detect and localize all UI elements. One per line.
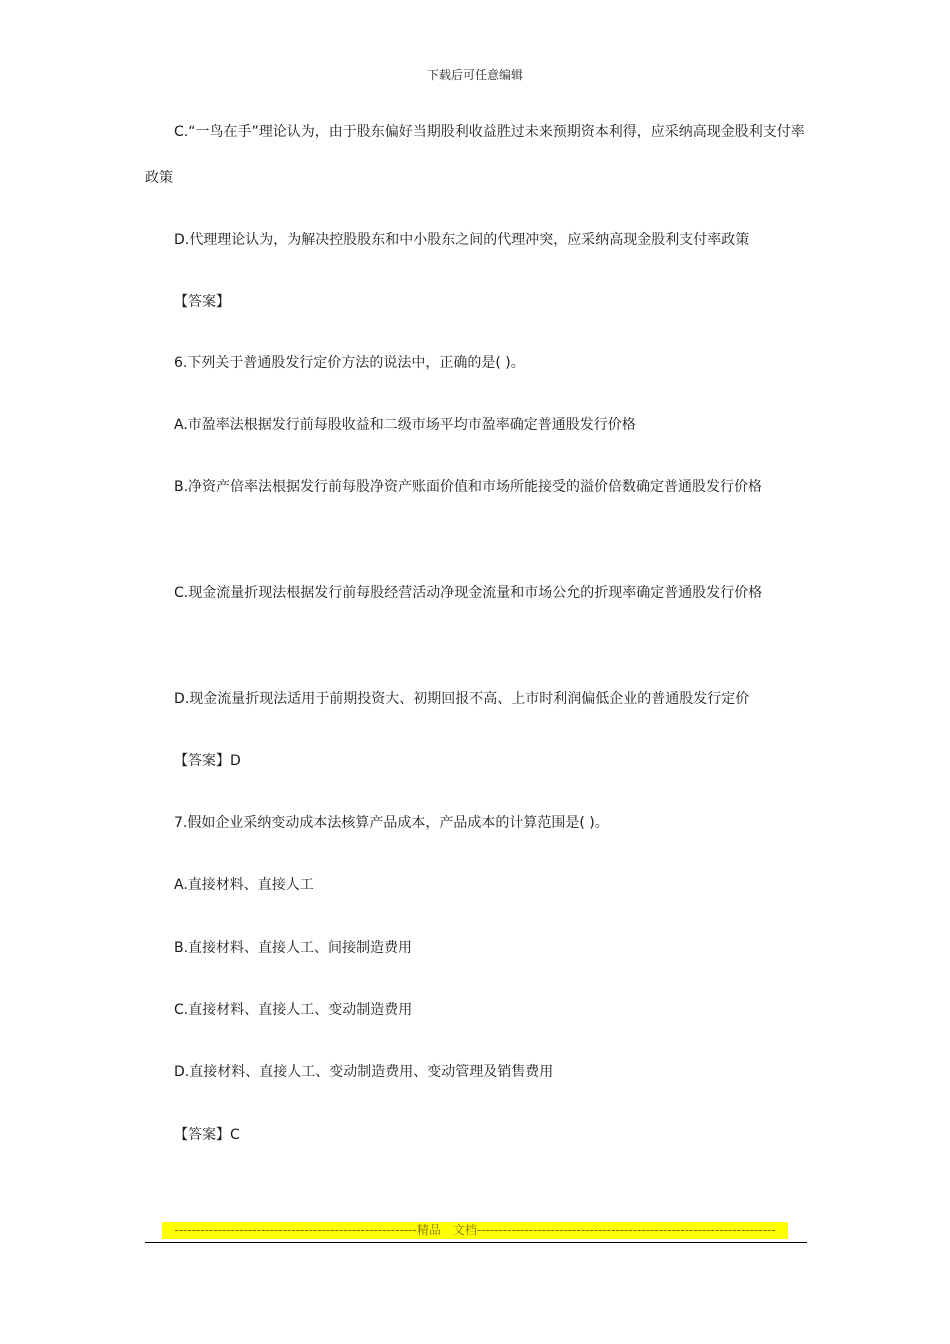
option-c-paragraph: C.“一鸟在手”理论认为，由于股东偏好当期股利收益胜过未来预期资本利得，应采纳高现金股利支付率政策 <box>145 124 805 186</box>
question-6-answer: 【答案】D <box>174 753 241 769</box>
question-7: 7.假如企业采纳变动成本法核算产品成本，产品成本的计算范围是( )。 <box>174 815 609 831</box>
question-7-option-b: B.直接材料、直接人工、间接制造费用 <box>174 940 413 956</box>
question-7-option-a: A.直接材料、直接人工 <box>174 877 314 893</box>
question-6: 6.下列关于普通股发行定价方法的说法中，正确的是( )。 <box>174 355 525 371</box>
page-header: 下载后可任意编辑 <box>426 68 523 82</box>
question-7-option-d: D.直接材料、直接人工、变动制造费用、变动管理及销售费用 <box>174 1064 554 1080</box>
question-6-option-d: D.现金流量折现法适用于前期投资大、初期回报不高、上市时利润偏低企业的普通股发行定价 <box>174 691 750 707</box>
footer-rule <box>145 1242 807 1243</box>
question-7-option-c: C.直接材料、直接人工、变动制造费用 <box>174 1002 413 1018</box>
question-6-option-c: C.现金流量折现法根据发行前每股经营活动净现金流量和市场公允的折现率确定普通股发行价格 <box>174 585 763 601</box>
option-d-paragraph: D.代理理论认为，为解决控股股东和中小股东之间的代理冲突，应采纳高现金股利支付率政策 <box>174 232 750 248</box>
question-7-answer: 【答案】C <box>174 1127 240 1143</box>
question-6-option-a: A.市盈率法根据发行前每股收益和二级市场平均市盈率确定普通股发行价格 <box>174 417 636 433</box>
footer-banner: --------------------------------------------------------精品 文档--------------------------------------------------------------------- <box>162 1222 788 1239</box>
answer-label: 【答案】 <box>174 294 230 310</box>
question-6-option-b: B.净资产倍率法根据发行前每股净资产账面价值和市场所能接受的溢价倍数确定普通股发行价格 <box>174 479 763 495</box>
